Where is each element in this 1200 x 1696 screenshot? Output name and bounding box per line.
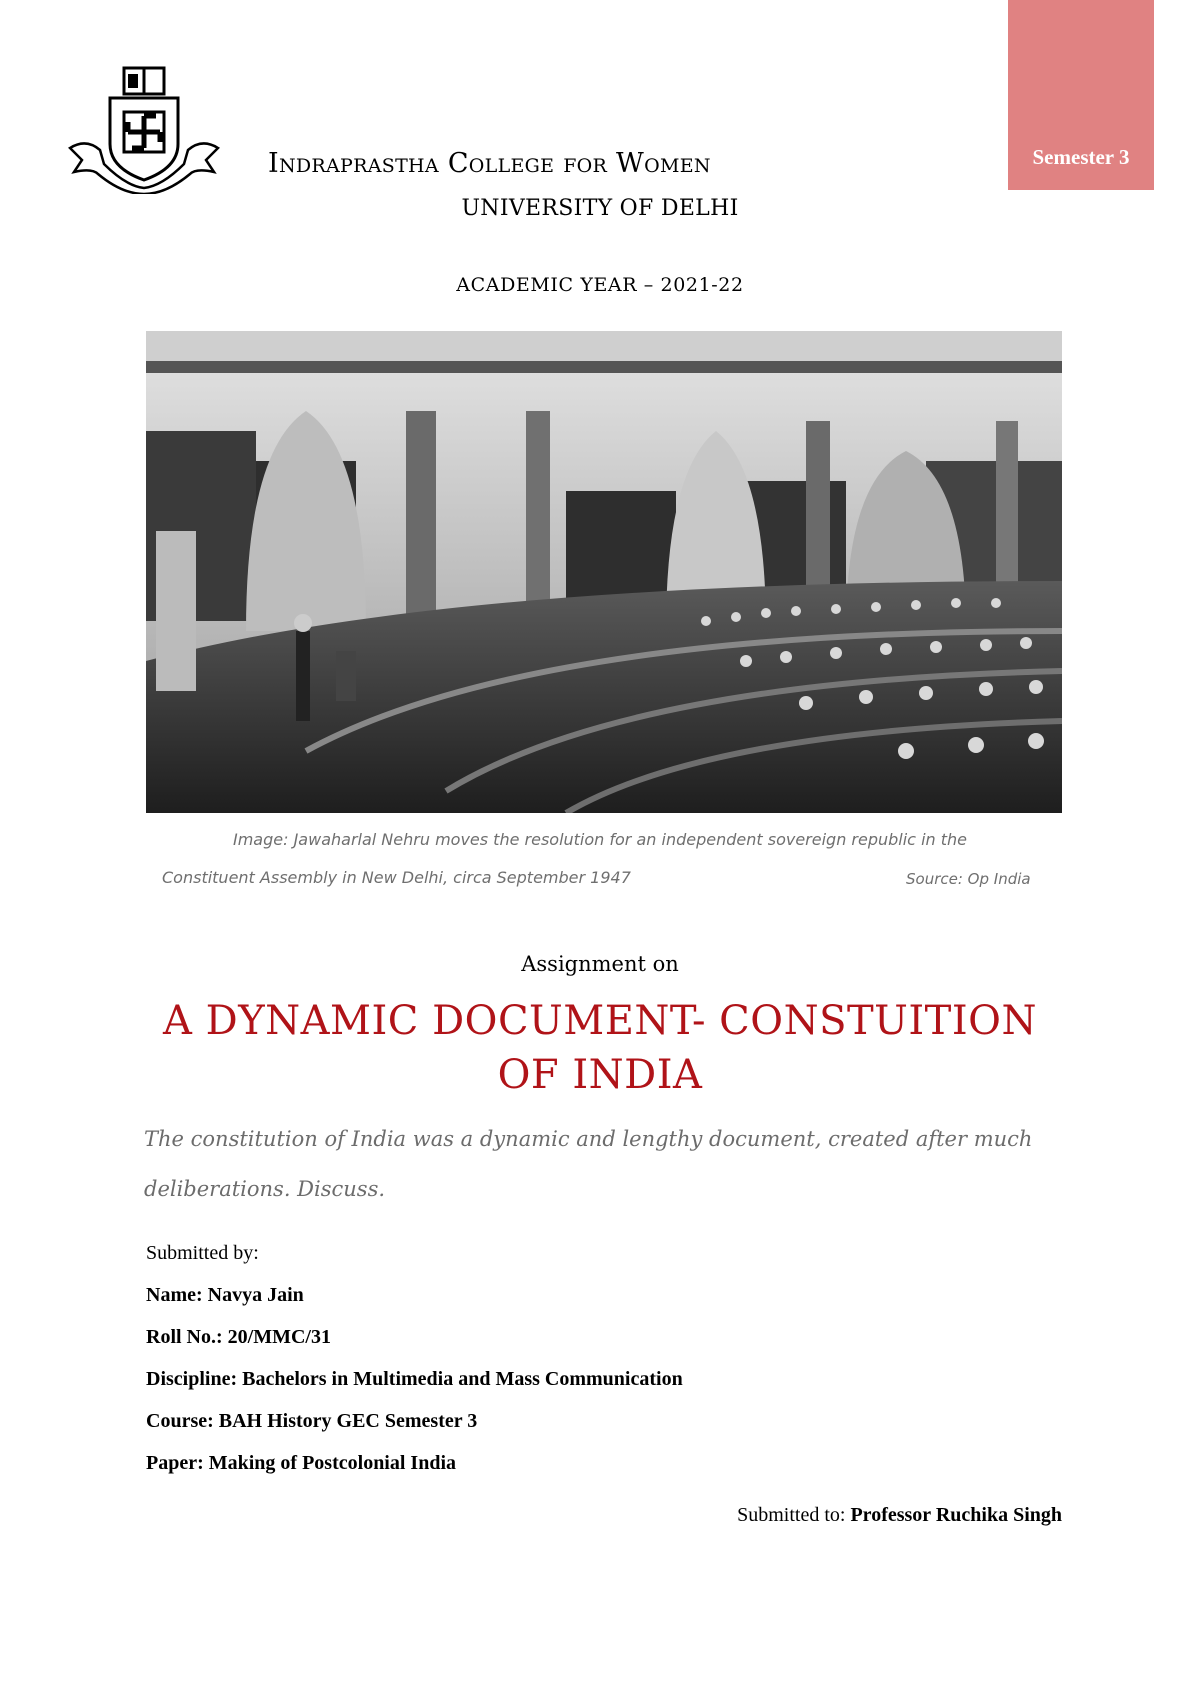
paper: Paper: Making of Postcolonial India: [146, 1452, 457, 1474]
submitted-by-label: Submitted by:: [146, 1242, 259, 1264]
student-name: Name: Navya Jain: [146, 1284, 304, 1306]
photo-caption: Image: Jawaharlal Nehru moves the resolution for an independent sovereign republic in the: [233, 830, 967, 849]
semester-tab: [1008, 0, 1154, 190]
college-crest-logo: [66, 64, 222, 194]
title-line-2: OF INDIA: [497, 1052, 703, 1098]
professor-name: Professor Ruchika Singh: [850, 1504, 1062, 1526]
assignment-intro: Assignment on: [521, 952, 679, 976]
photo-caption-line2: Constituent Assembly in New Delhi, circa September 1947: [162, 868, 631, 887]
assignment-question: The constitution of India was a dynamic and lengthy document, created after much deliberations. Discuss.: [144, 1127, 1033, 1201]
assignment-title: [100, 994, 1100, 1102]
college-name: Indraprastha College for Women: [268, 148, 711, 179]
university-name: UNIVERSITY OF DELHI: [461, 196, 739, 221]
academic-year: ACADEMIC YEAR – 2021-22: [456, 274, 744, 296]
constituent-assembly-photo: [146, 331, 1062, 813]
title-line-1: A DYNAMIC DOCUMENT- CONSTUITION: [163, 998, 1037, 1044]
submitted-to-label: Submitted to:: [737, 1504, 851, 1526]
submitted-to: [737, 1504, 1062, 1527]
course: Course: BAH History GEC Semester 3: [146, 1410, 478, 1432]
photo-source: Source: Op India: [906, 870, 1031, 888]
discipline: Discipline: Bachelors in Multimedia and Mass Communication: [146, 1368, 683, 1390]
roll-number: Roll No.: 20/MMC/31: [146, 1326, 331, 1348]
semester-label: Semester 3: [1032, 145, 1130, 169]
